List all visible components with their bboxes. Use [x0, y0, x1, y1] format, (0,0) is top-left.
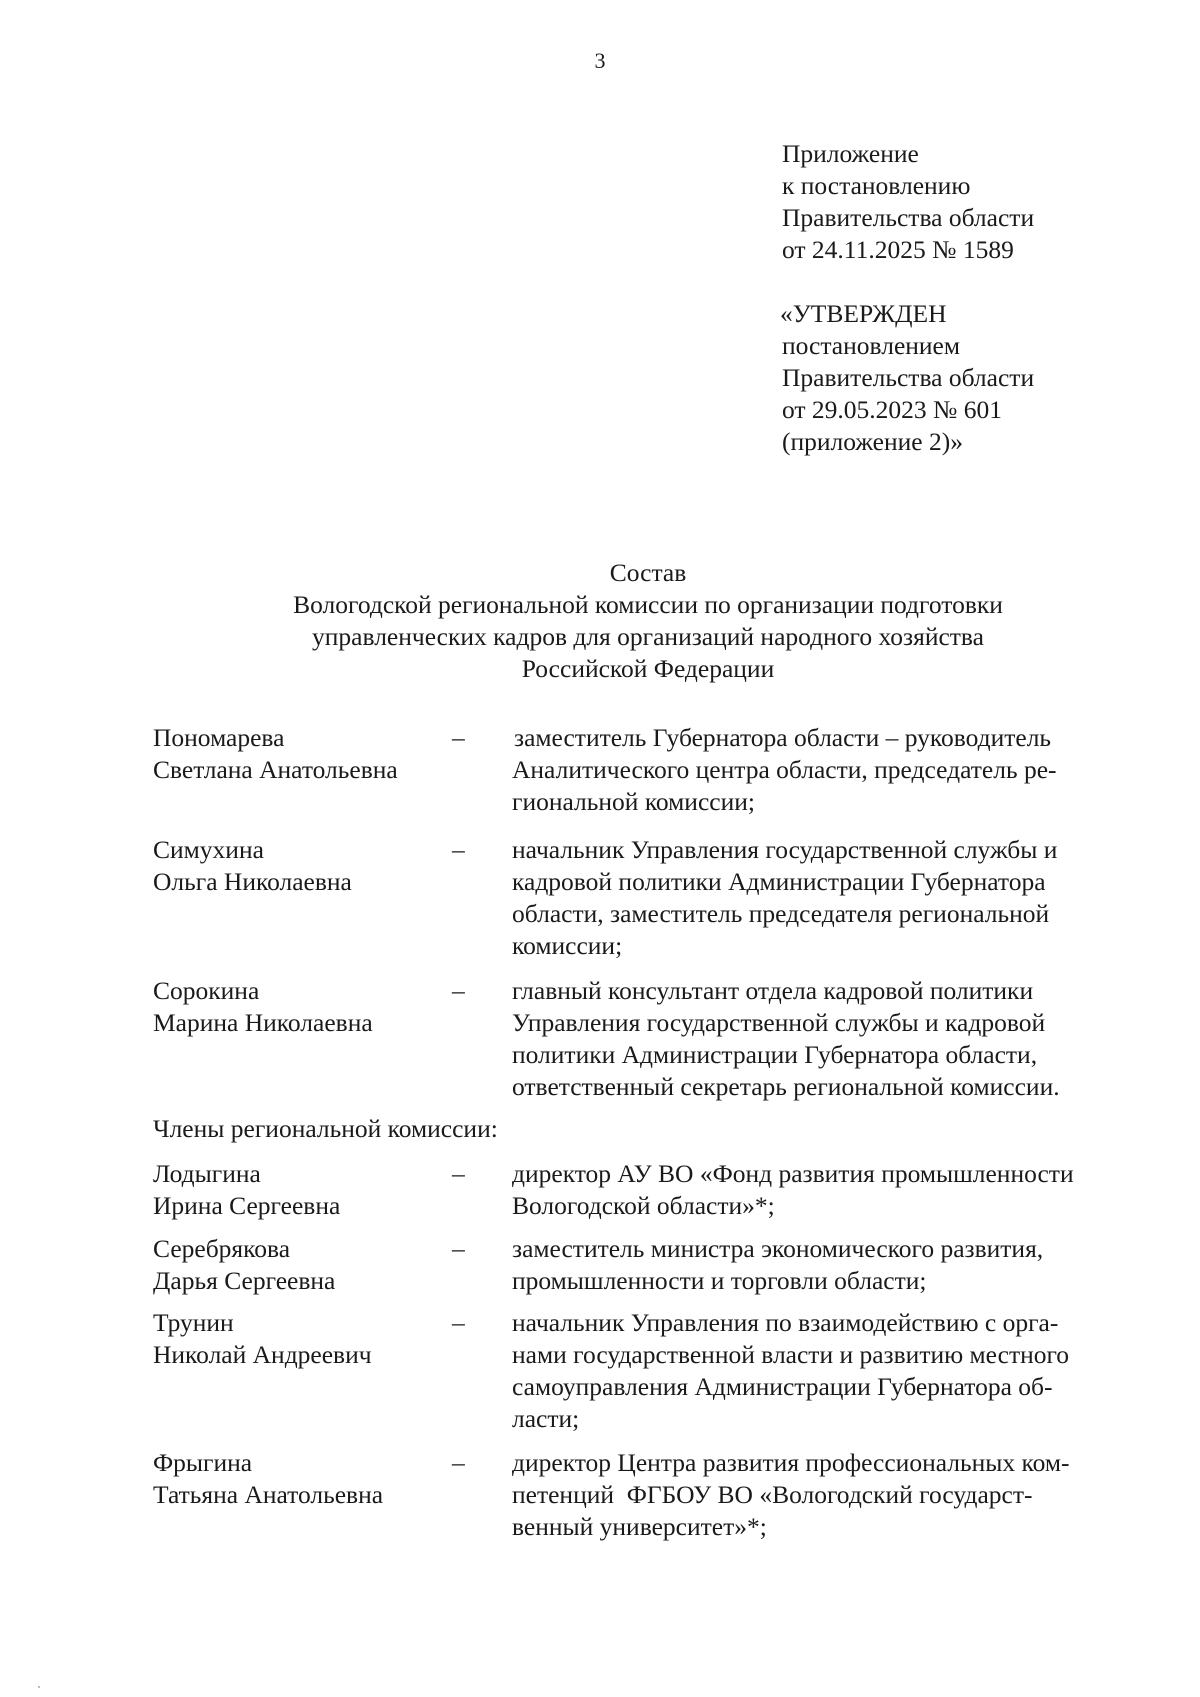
member-role-line: ласти;: [512, 1404, 580, 1433]
member-role-line: Аналитического центра области, председатель ре-: [512, 755, 1057, 784]
member-given-name: Марина Николаевна: [153, 1008, 373, 1037]
member-role-line: области, заместитель председателя региональной: [512, 899, 1050, 928]
document-title: [0, 557, 1200, 685]
member-role-line: главный консультант отдела кадровой политики: [512, 976, 1034, 1005]
appendix-line: Приложение: [782, 139, 919, 168]
member-role: [512, 1158, 1142, 1222]
member-role-line: самоуправления Администрации Губернатора об-: [512, 1372, 1053, 1401]
title-line: Вологодской региональной комиссии по организации подготовки: [293, 590, 1003, 619]
appendix-header: [782, 138, 1034, 266]
member-given-name: Ирина Сергеевна: [153, 1191, 341, 1220]
member-dash: –: [452, 1448, 465, 1477]
member-given-name: Ольга Николаевна: [153, 867, 352, 896]
appendix-line: Правительства области: [782, 203, 1035, 232]
appendix-line: от 24.11.2025 № 1589: [782, 235, 1014, 264]
member-role-line: ответственный секретарь региональной комиссии.: [512, 1072, 1060, 1101]
member-name: [153, 1447, 453, 1511]
member-name: [153, 1233, 453, 1297]
member-surname: Трунин: [153, 1308, 234, 1337]
member-name: [153, 1307, 453, 1371]
approval-line: постановлением: [782, 331, 961, 360]
member-role: [514, 722, 1144, 818]
approval-line: от 29.05.2023 № 601: [782, 395, 1003, 424]
member-surname: Сорокина: [153, 976, 260, 1005]
member-dash: –: [452, 1234, 465, 1263]
member-role: [512, 1307, 1142, 1435]
member-role: [512, 834, 1142, 962]
member-surname: Симухина: [153, 835, 264, 864]
member-role: [512, 1447, 1142, 1543]
member-role-line: гиональной комиссии;: [512, 787, 755, 816]
member-dash: –: [452, 1159, 465, 1188]
title-line: управленческих кадров для организаций народного хозяйства: [312, 622, 984, 651]
member-role-line: политики Администрации Губернатора области,: [512, 1040, 1038, 1069]
member-role-line: венный университет»*;: [512, 1512, 767, 1541]
member-role-line: директор Центра развития профессиональных ком-: [512, 1448, 1070, 1477]
member-given-name: Николай Андреевич: [153, 1340, 372, 1369]
approval-line: (приложение 2)»: [782, 427, 963, 456]
member-given-name: Дарья Сергеевна: [153, 1266, 336, 1295]
member-name: [153, 1158, 453, 1222]
member-surname: Фрыгина: [153, 1448, 253, 1477]
member-role: [512, 1233, 1142, 1297]
members-section-label: Члены региональной комиссии:: [153, 1114, 498, 1143]
member-dash: –: [452, 835, 465, 864]
approval-line: «УТВЕРЖДЕН: [780, 299, 947, 328]
member-role-line: петенций ФГБОУ ВО «Вологодский государст-: [512, 1480, 1033, 1509]
title-line: Состав: [609, 558, 687, 587]
member-role-line: промышленности и торговли области;: [512, 1266, 927, 1295]
member-role-line: начальник Управления государственной службы и: [512, 835, 1058, 864]
member-given-name: Светлана Анатольевна: [153, 755, 398, 784]
scan-speck: [38, 1686, 40, 1688]
member-name: [153, 834, 453, 898]
member-role-line: Управления государственной службы и кадровой: [512, 1008, 1046, 1037]
member-surname: Лодыгина: [153, 1159, 261, 1188]
approval-line: Правительства области: [782, 363, 1035, 392]
member-role-line: заместитель Губернатора области – руководитель: [514, 723, 1052, 752]
member-dash: –: [452, 976, 465, 1005]
member-role-line: начальник Управления по взаимодействию с орга-: [512, 1308, 1059, 1337]
member-role-line: нами государственной власти и развитию местного: [512, 1340, 1070, 1369]
title-line: Российской Федерации: [521, 654, 775, 683]
member-role-line: комиссии;: [512, 931, 623, 960]
member-role-line: кадровой политики Администрации Губернатора: [512, 867, 1046, 896]
appendix-line: к постановлению: [782, 171, 971, 200]
member-surname: Серебрякова: [153, 1234, 291, 1263]
member-role-line: Вологодской области»*;: [512, 1191, 775, 1220]
member-given-name: Татьяна Анатольевна: [153, 1480, 384, 1509]
member-role: [512, 975, 1142, 1103]
member-name: [153, 975, 453, 1039]
member-surname: Пономарева: [153, 723, 285, 752]
member-dash: –: [452, 1308, 465, 1337]
member-dash: –: [452, 723, 465, 752]
member-role-line: директор АУ ВО «Фонд развития промышленности: [512, 1159, 1074, 1188]
member-name: [153, 722, 453, 786]
approval-stamp-text: [782, 298, 1034, 458]
page-number: 3: [594, 48, 606, 73]
member-role-line: заместитель министра экономического развития,: [512, 1234, 1044, 1263]
